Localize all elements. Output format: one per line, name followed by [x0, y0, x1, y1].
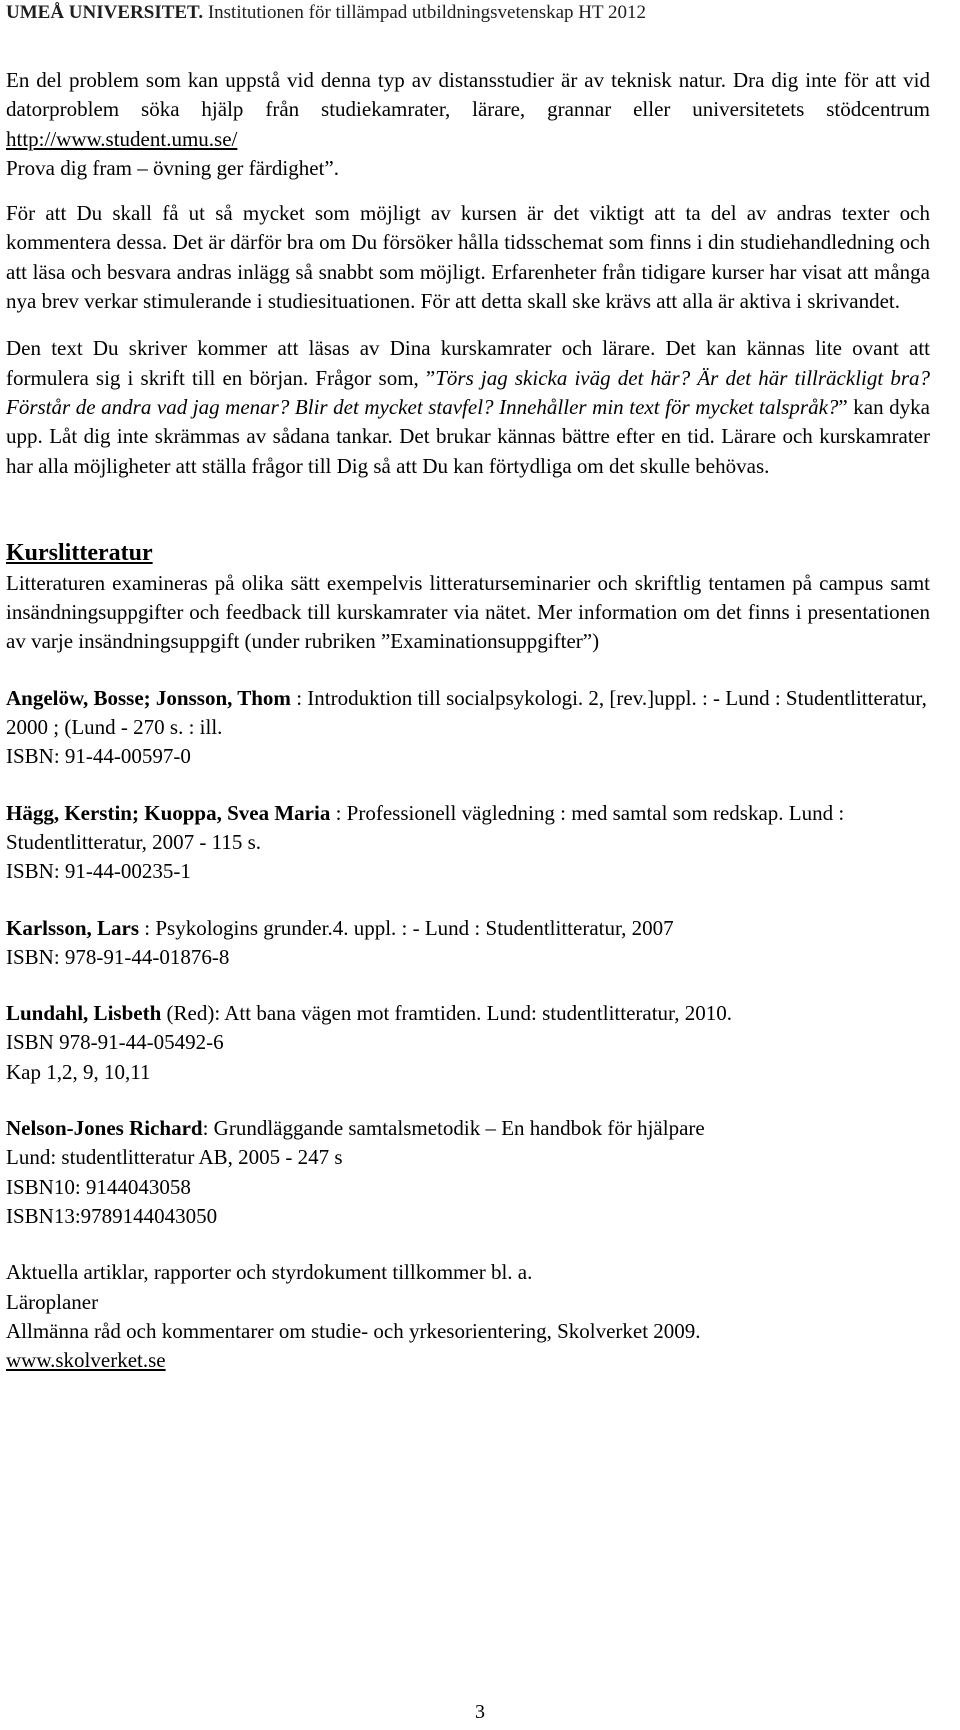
book-reference — [6, 799, 930, 887]
paragraph-participation — [6, 199, 930, 316]
book-authors: Karlsson, Lars — [6, 915, 140, 940]
header-university: UMEÅ UNIVERSITET. — [6, 2, 204, 23]
book-publisher: Lund: studentlitteratur AB, 2005 - 247 s — [6, 1145, 343, 1170]
paragraph-sentence: Erfarenheter från tidigare kurser har visat att många nya brev verkar stimulerande i studiesituationen. — [6, 259, 930, 314]
paragraph-sentence: För att detta skall ske krävs att alla är aktiva i skrivandet. — [415, 289, 900, 314]
book-authors: Lundahl, Lisbeth — [6, 1001, 162, 1026]
page-header — [6, 1, 946, 25]
book-details: : Introduktion till socialpsykologi. 2, [rev.]uppl. : - Lund : Studentlitteratur, 2000 ; (Lund - 270 s. : ill. — [6, 685, 927, 740]
paragraph-text: En del problem som kan uppstå vid denna typ av distansstudier är av teknisk natur. Dra dig inte för att vid datorproblem söka hjälp från studiekamrater, lärare, grannar eller universitetets stödcentrum — [6, 68, 930, 122]
book-reference — [6, 684, 930, 772]
header-department: Institutionen för tillämpad utbildningsvetenskap HT 2012 — [207, 2, 647, 23]
book-details: : Professionell vägledning : med samtal som redskap. Lund : Studentlitteratur, 2007 - 115 s. — [6, 800, 845, 854]
paragraph-italic-questions: Törs jag skicka iväg det här? Är det här tillräckligt bra? Förstår de andra vad jag menar? Blir det mycket stavfel? Innehåller min text för mycket talspråk? — [6, 365, 930, 419]
book-isbn: ISBN13:9789144043050 — [6, 1203, 218, 1228]
book-chapters: Kap 1,2, 9, 10,11 — [6, 1059, 151, 1084]
paragraph-technical-problems — [6, 66, 930, 154]
paragraph-sentence: Det är därför bra om Du försöker hålla tidsschemat som finns i din studiehandledning och att läsa och besvara andras inlägg så snabbt som möjligt. — [6, 230, 930, 284]
page-number: 3 — [475, 1701, 485, 1723]
book-authors: Nelson-Jones Richard — [6, 1116, 203, 1141]
section-heading-literature: Kurslitteratur — [6, 539, 153, 566]
student-support-link[interactable]: http://www.student.umu.se/ — [6, 126, 238, 151]
document-body — [6, 66, 930, 1375]
additional-materials — [6, 1258, 930, 1375]
book-details: (Red): Att bana vägen mot framtiden. Lund: studentlitteratur, 2010. — [161, 1001, 732, 1026]
book-isbn: ISBN: 978-91-44-01876-8 — [6, 944, 230, 969]
skolverket-link[interactable]: www.skolverket.se — [6, 1348, 166, 1373]
paragraph-text: ” kan dyka upp. Låt dig inte skrämmas av sådana tankar. Det brukar kännas bättre efter en tid. Lärare och kurskamrater har alla möjligheter att ställa frågor till Dig så att Du kan förtydliga om det skulle behövas. — [6, 394, 930, 478]
book-isbn: ISBN: 91-44-00597-0 — [6, 744, 191, 769]
book-authors: Hägg, Kerstin; Kuoppa, Svea Maria — [6, 800, 331, 825]
book-isbn: ISBN10: 9144043058 — [6, 1174, 191, 1199]
book-details: : Grundläggande samtalsmetodik – En handbok för hjälpare — [202, 1116, 705, 1141]
book-reference — [6, 999, 930, 1087]
literature-intro: Litteraturen examineras på olika sätt exempelvis litteraturseminarier och skriftlig tentamen på campus samt insändningsuppgifter och feedback till kurskamrater via nätet. Mer information om det finns i presentationen av varje insändningsuppgift (under rubriken ”Examinationsuppgifter”) — [6, 570, 930, 654]
book-reference — [6, 1114, 930, 1231]
additional-guidance: Allmänna råd och kommentarer om studie- och yrkesorientering, Skolverket 2009. — [6, 1318, 701, 1343]
paragraph-practice-line: Prova dig fram – övning ger färdighet”. — [6, 155, 339, 180]
paragraph-text: Den text Du skriver kommer att läsas av Dina kurskamrater och lärare. Det kan kännas lite ovant att formulera sig i skrift till en början. Frågor som, ” — [6, 336, 930, 390]
additional-intro: Aktuella artiklar, rapporter och styrdokument tillkommer bl. a. — [6, 1260, 533, 1285]
book-authors: Angelöw, Bosse; Jonsson, Thom — [6, 685, 291, 710]
book-isbn: ISBN: 91-44-00235-1 — [6, 859, 191, 884]
book-reference — [6, 914, 930, 973]
book-details: : Psykologins grunder.4. uppl. : - Lund : Studentlitteratur, 2007 — [139, 915, 674, 940]
additional-curricula: Läroplaner — [6, 1289, 99, 1314]
book-isbn: ISBN 978-91-44-05492-6 — [6, 1030, 224, 1055]
paragraph-writing — [6, 334, 930, 480]
paragraph-sentence: För att Du skall få ut så mycket som möjligt av kursen är det viktigt att ta del av andras texter och kommentera dessa. — [6, 201, 930, 255]
